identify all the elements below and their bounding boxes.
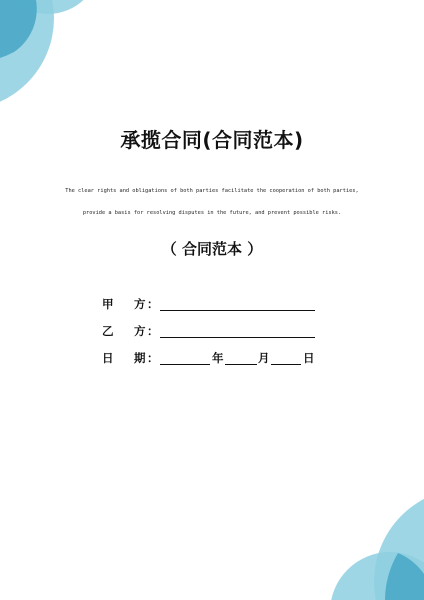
date-label-char1: 日 xyxy=(102,351,114,365)
party-a-field xyxy=(102,296,316,312)
subtitle-line-1: The clear rights and obligations of both parties facilitate the cooperation of both parties, xyxy=(65,188,359,194)
party-b-label-char1: 乙 xyxy=(102,324,114,338)
date-month-input[interactable] xyxy=(225,350,257,365)
date-day-label: 日 xyxy=(303,351,315,365)
date-label-char2: 期 xyxy=(134,351,146,365)
date-field xyxy=(102,350,316,366)
bottom-right-circles xyxy=(330,488,424,600)
party-a-input[interactable] xyxy=(160,296,315,311)
party-b-input[interactable] xyxy=(160,323,315,338)
top-left-circles xyxy=(0,0,100,110)
party-a-label-char1: 甲 xyxy=(102,297,114,311)
decor-overlap-bottom xyxy=(385,553,424,600)
document-title: 承揽合同(合同范本) xyxy=(120,128,304,152)
date-label-colon: ： xyxy=(147,351,159,365)
party-b-label-colon: ： xyxy=(147,324,159,338)
date-month-label: 月 xyxy=(258,351,270,365)
decor-circle-small-top xyxy=(0,0,100,14)
subtitle-line-2: provide a basis for resolving disputes in the future, and prevent possible risks. xyxy=(82,210,342,216)
party-a-label-char2: 方 xyxy=(134,297,146,311)
party-b-field xyxy=(102,323,316,339)
contract-template-heading: （ 合同范本 ） xyxy=(161,240,263,258)
date-year-label: 年 xyxy=(212,351,224,365)
date-year-input[interactable] xyxy=(160,350,210,365)
decor-circle-small-bottom xyxy=(330,552,424,600)
date-day-input[interactable] xyxy=(271,350,301,365)
party-a-label-colon: ： xyxy=(147,297,159,311)
party-b-label-char2: 方 xyxy=(134,324,146,338)
decor-circle-large-top xyxy=(0,0,54,110)
decor-circle-large-bottom xyxy=(374,488,424,600)
decor-overlap-top xyxy=(0,0,37,58)
